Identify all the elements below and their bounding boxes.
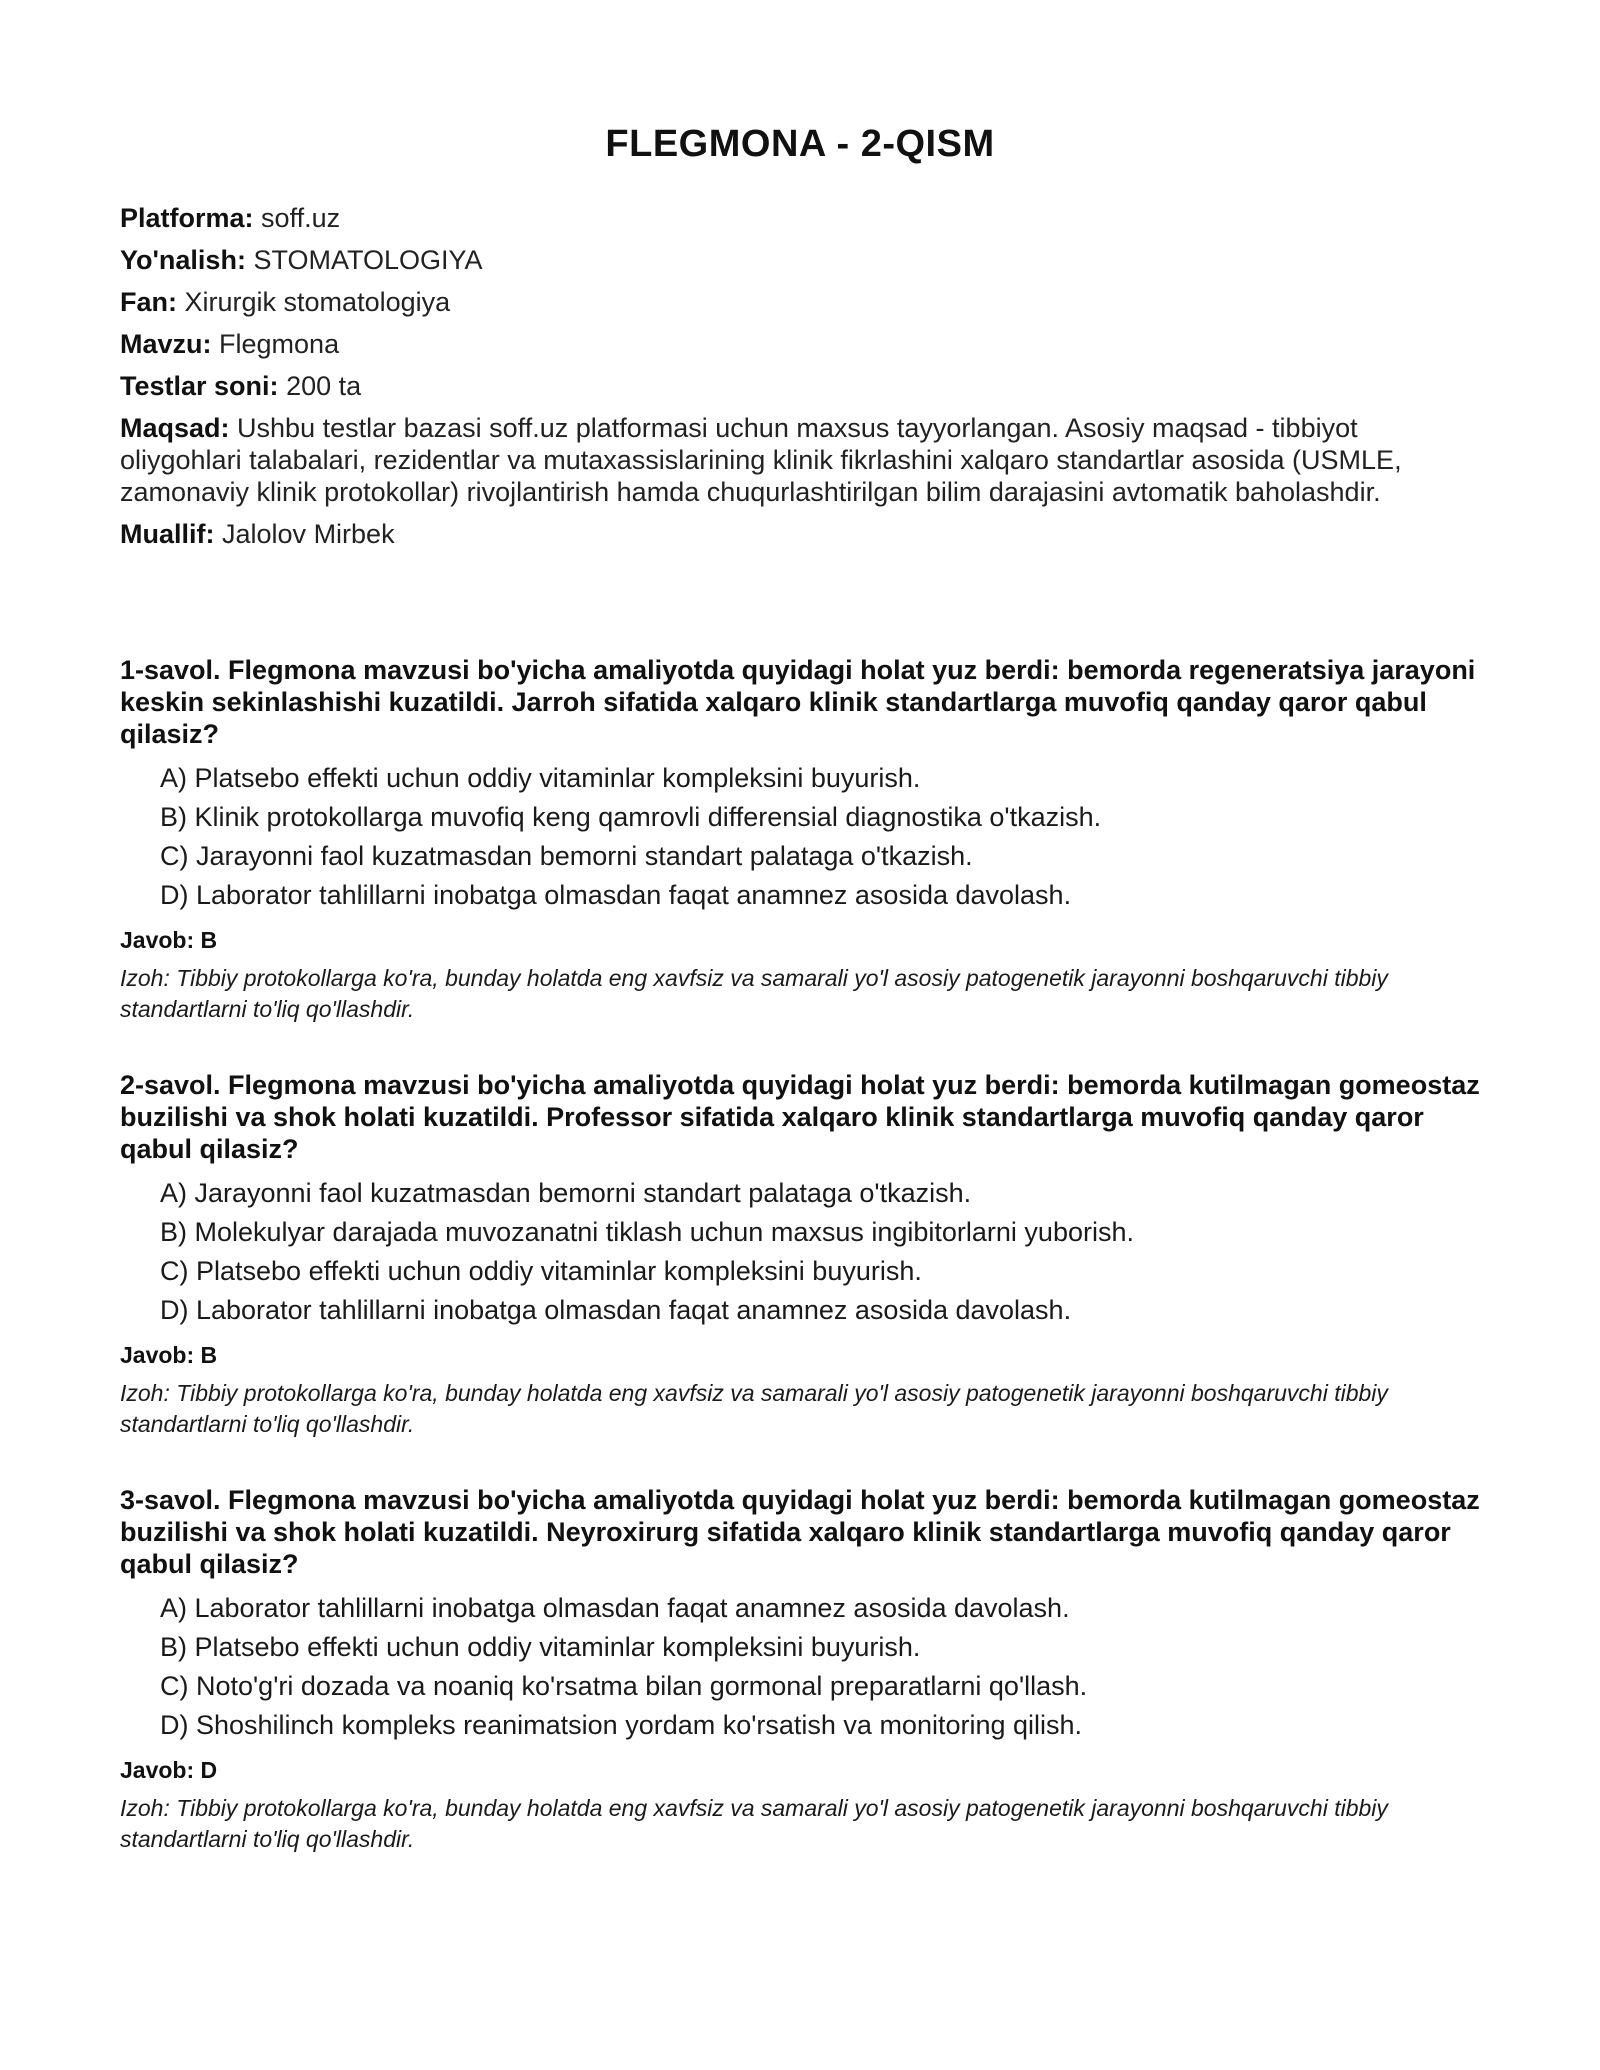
metadata-list: [120, 202, 1480, 550]
question-text: 3-savol. Flegmona mavzusi bo'yicha amaliyotda quyidagi holat yuz berdi: bemorda kutilmagan gomeostaz buzilishi va shok holati kuzatildi. Neyroxirurg sifatida xalqaro klinik standartlarga muvofiq qanday qaror qabul qilasiz?: [120, 1485, 1480, 1579]
meta-value: Jalolov Mirbek: [222, 519, 395, 549]
option-a: A) Jarayonni faol kuzatmasdan bemorni standart palataga o'tkazish.: [160, 1178, 972, 1208]
meta-author: [120, 518, 1480, 550]
option-d: D) Shoshilinch kompleks reanimatsion yordam ko'rsatish va monitoring qilish.: [160, 1710, 1083, 1740]
answer-options: [120, 762, 1480, 911]
meta-value: 200 ta: [286, 371, 362, 401]
meta-key: Yo'nalish:: [120, 245, 246, 275]
correct-answer: Javob: B: [120, 927, 218, 953]
option-b: B) Molekulyar darajada muvozanatni tiklash uchun maxsus ingibitorlarni yuborish.: [160, 1217, 1134, 1247]
meta-key: Muallif:: [120, 519, 215, 549]
meta-platform: [120, 202, 1480, 234]
correct-answer: Javob: D: [120, 1757, 218, 1783]
option-c: C) Platsebo effekti uchun oddiy vitaminlar kompleksini buyurish.: [160, 1256, 922, 1286]
option-b: B) Platsebo effekti uchun oddiy vitaminlar kompleksini buyurish.: [160, 1632, 921, 1662]
meta-key: Testlar soni:: [120, 371, 279, 401]
meta-topic: [120, 328, 1480, 360]
meta-purpose: [120, 412, 1480, 508]
meta-key: Fan:: [120, 287, 177, 317]
answer-explanation: Izoh: Tibbiy protokollarga ko'ra, bunday holatda eng xavfsiz va samarali yo'l asosiy patogenetik jarayonni boshqaruvchi tibbiy standartlarni to'liq qo'llashdir.: [120, 965, 1388, 1022]
meta-value: STOMATOLOGIYA: [253, 245, 483, 275]
meta-key: Maqsad:: [120, 413, 230, 443]
meta-key: Platforma:: [120, 203, 254, 233]
meta-value: soff.uz: [261, 203, 341, 233]
meta-key: Mavzu:: [120, 329, 212, 359]
meta-subject: [120, 286, 1480, 318]
question-1: [120, 654, 1480, 1025]
meta-value: Ushbu testlar bazasi soff.uz platformasi uchun maxsus tayyorlangan. Asosiy maqsad - tibbiyot oliygohlari talabalari, rezidentlar va mutaxassislarining klinik fikrlashini xalqaro standartlar asosida (USMLE, zamonaviy klinik protokollar) rivojlantirish hamda chuqurlashtirilgan bilim darajasini avtomatik baholashdir.: [120, 413, 1402, 507]
correct-answer: Javob: B: [120, 1342, 218, 1368]
meta-test-count: [120, 370, 1480, 402]
answer-options: [120, 1177, 1480, 1326]
question-text: 1-savol. Flegmona mavzusi bo'yicha amaliyotda quyidagi holat yuz berdi: bemorda regeneratsiya jarayoni keskin sekinlashishi kuzatildi. Jarroh sifatida xalqaro klinik standartlarga muvofiq qanday qaror qabul qilasiz?: [120, 655, 1476, 749]
answer-explanation: Izoh: Tibbiy protokollarga ko'ra, bunday holatda eng xavfsiz va samarali yo'l asosiy patogenetik jarayonni boshqaruvchi tibbiy standartlarni to'liq qo'llashdir.: [120, 1380, 1388, 1437]
option-a: A) Laborator tahlillarni inobatga olmasdan faqat anamnez asosida davolash.: [160, 1593, 1070, 1623]
question-2: [120, 1069, 1480, 1440]
document-page: [120, 120, 1480, 1899]
question-3: [120, 1484, 1480, 1855]
document-title: FLEGMONA - 2-QISM: [605, 123, 995, 165]
meta-value: Flegmona: [219, 329, 340, 359]
option-d: D) Laborator tahlillarni inobatga olmasdan faqat anamnez asosida davolash.: [160, 1295, 1072, 1325]
meta-value: Xirurgik stomatologiya: [184, 287, 451, 317]
option-c: C) Noto'g'ri dozada va noaniq ko'rsatma bilan gormonal preparatlarni qo'llash.: [160, 1671, 1088, 1701]
option-d: D) Laborator tahlillarni inobatga olmasdan faqat anamnez asosida davolash.: [160, 880, 1072, 910]
option-a: A) Platsebo effekti uchun oddiy vitaminlar kompleksini buyurish.: [160, 763, 921, 793]
option-c: C) Jarayonni faol kuzatmasdan bemorni standart palataga o'tkazish.: [160, 841, 973, 871]
option-b: B) Klinik protokollarga muvofiq keng qamrovli differensial diagnostika o'tkazish.: [160, 802, 1102, 832]
answer-explanation: Izoh: Tibbiy protokollarga ko'ra, bunday holatda eng xavfsiz va samarali yo'l asosiy patogenetik jarayonni boshqaruvchi tibbiy standartlarni to'liq qo'llashdir.: [120, 1795, 1388, 1852]
question-text: 2-savol. Flegmona mavzusi bo'yicha amaliyotda quyidagi holat yuz berdi: bemorda kutilmagan gomeostaz buzilishi va shok holati kuzatildi. Professor sifatida xalqaro klinik standartlarga muvofiq qanday qaror qabul qilasiz?: [120, 1070, 1480, 1164]
answer-options: [120, 1592, 1480, 1741]
meta-direction: [120, 244, 1480, 276]
